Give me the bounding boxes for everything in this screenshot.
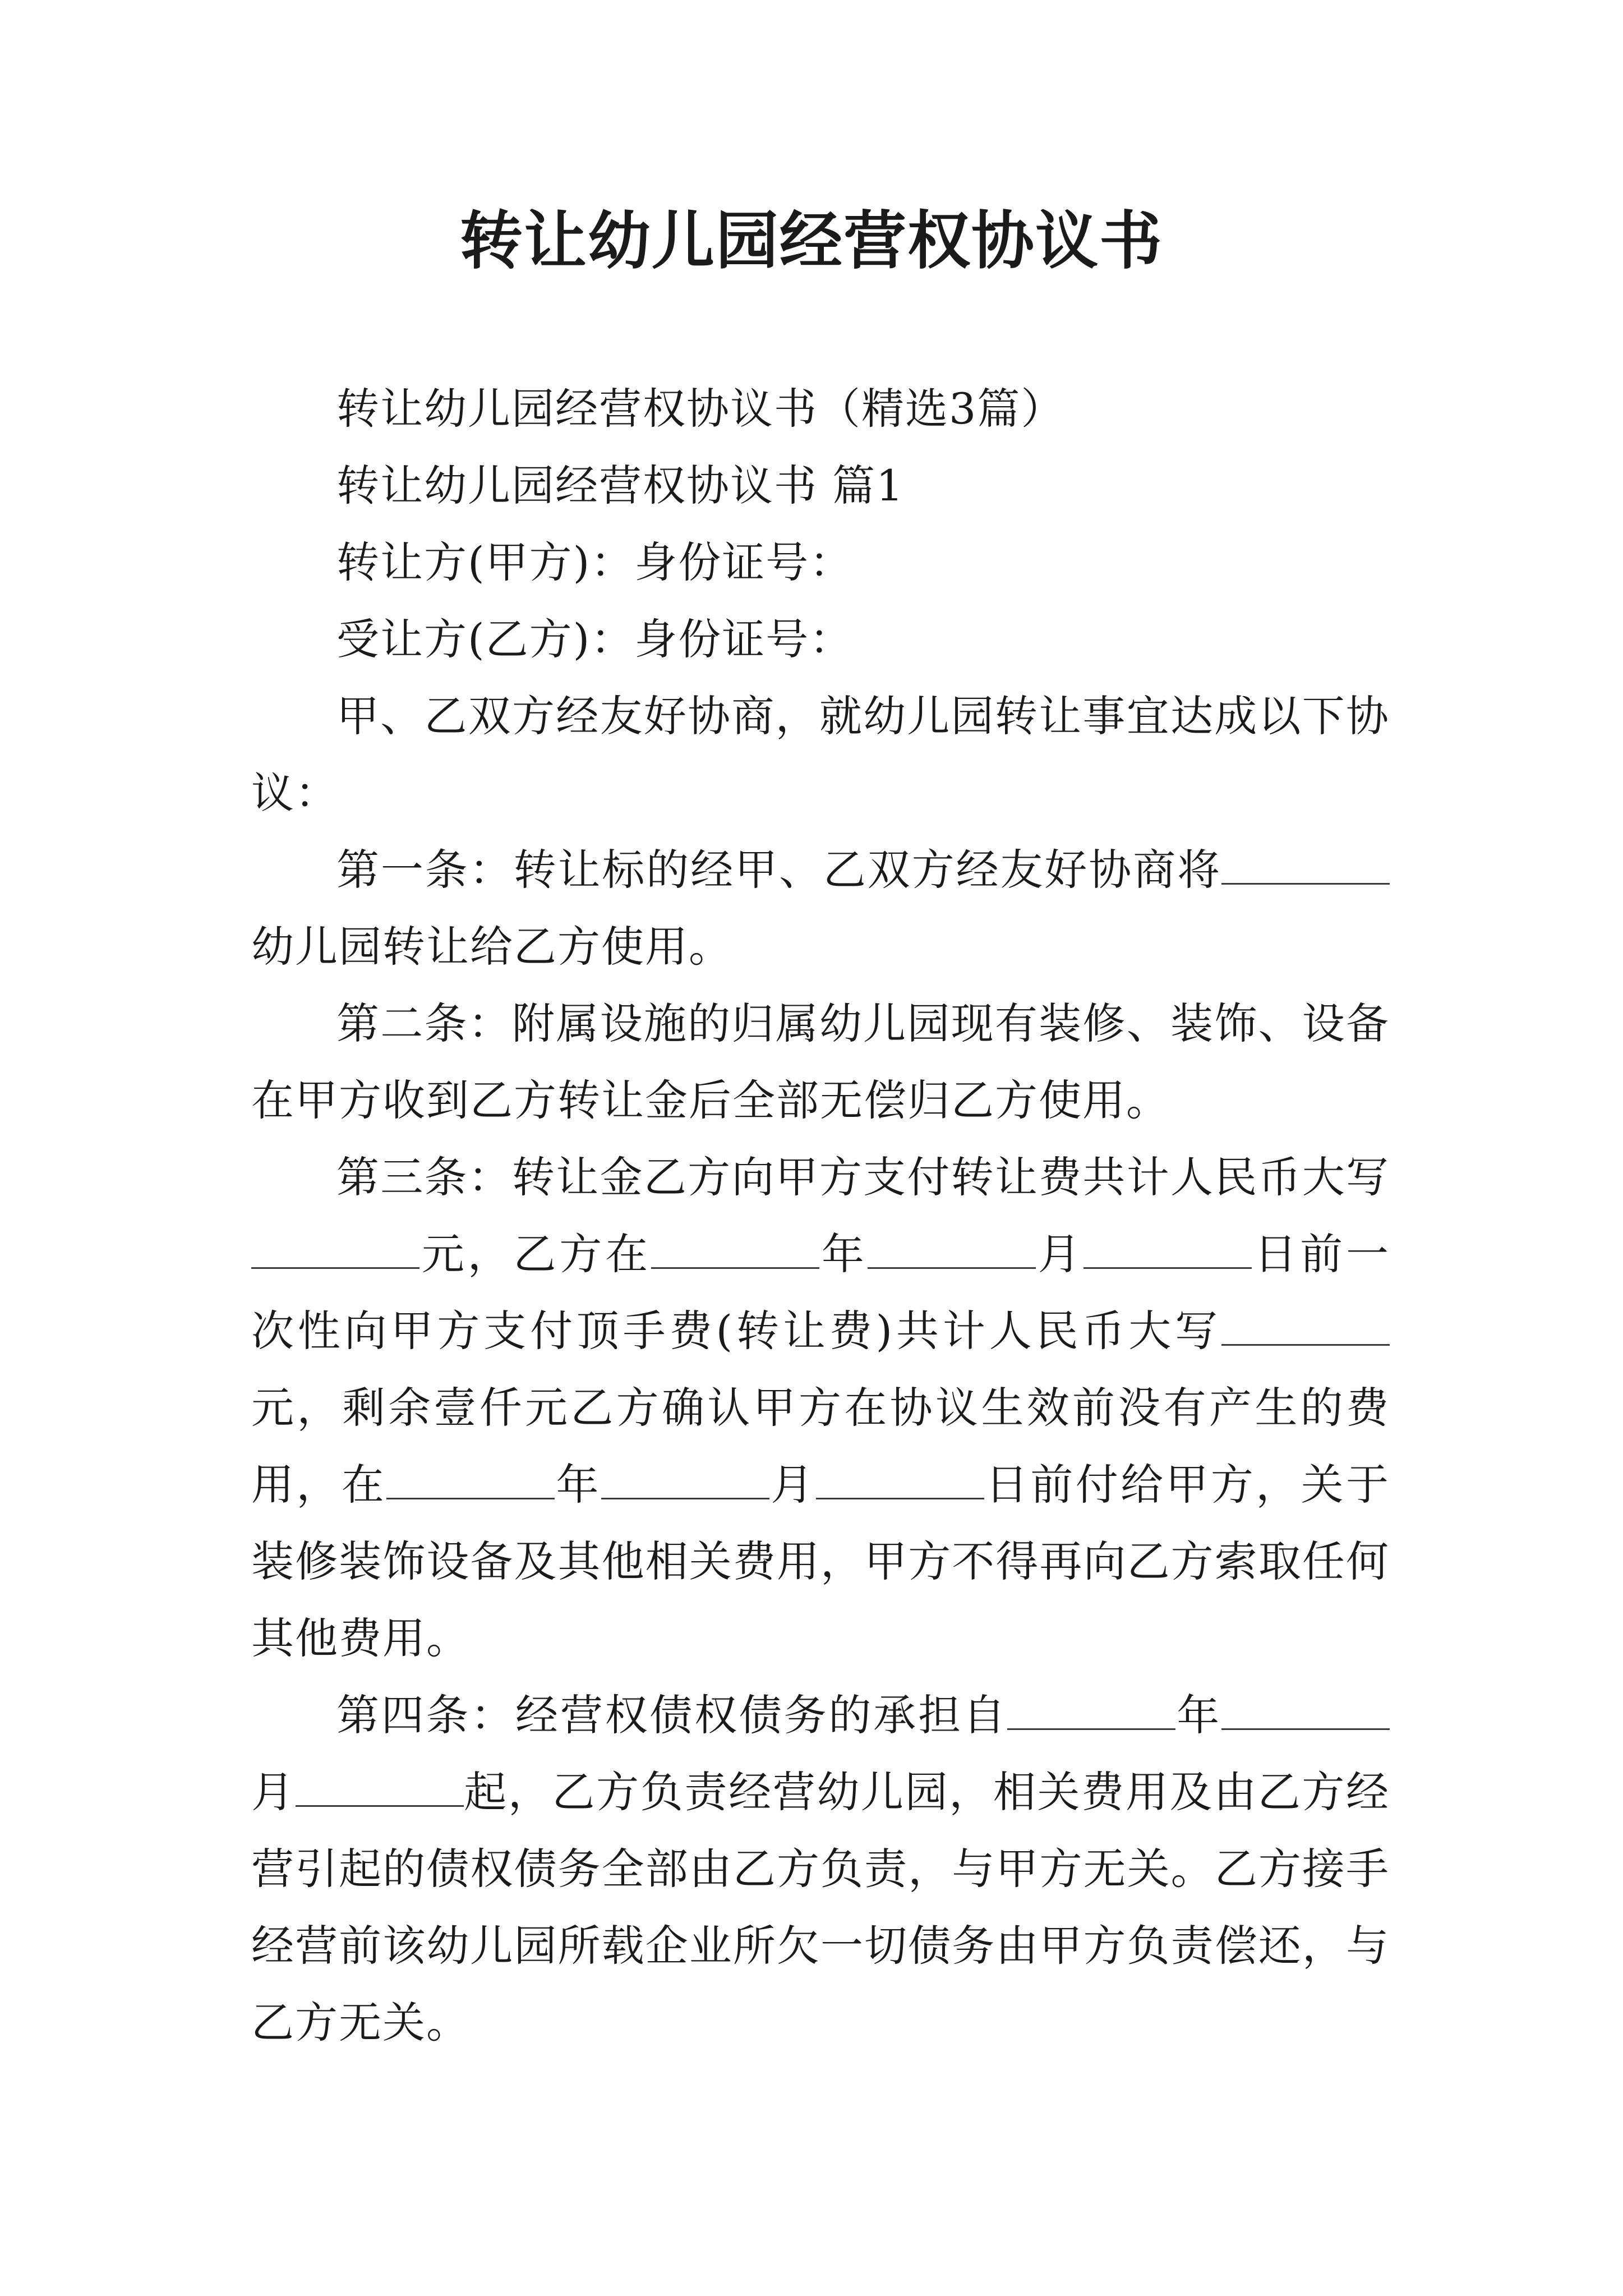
party-b-text: 受让方(乙方)：身份证号：: [336, 614, 854, 664]
party-b-paragraph: [251, 601, 1390, 678]
balance-year-blank: [386, 1458, 555, 1499]
kindergarten-name-blank: [1221, 844, 1390, 885]
subtitle-text: 转让幼儿园经营权协议书（精选3篇）: [336, 384, 1065, 434]
document-title: 转让幼儿园经营权协议书: [460, 204, 1163, 278]
article-4-text-c: 月: [251, 1767, 296, 1817]
section-heading-paragraph: [251, 447, 1390, 524]
start-month-blank: [1221, 1689, 1390, 1730]
intro-paragraph: [251, 678, 1390, 831]
article-3-text-h: 月: [769, 1460, 816, 1510]
balance-month-blank: [601, 1458, 769, 1499]
article-3-text-b: 元，乙方在: [419, 1229, 652, 1279]
start-year-blank: [1007, 1689, 1175, 1730]
article-1-text-a: 第一条：转让标的经甲、乙双方经友好协商将: [336, 845, 1221, 895]
transfer-fee-blank: [1221, 1305, 1390, 1346]
article-1-text-b: 幼儿园转让给乙方使用。: [251, 922, 732, 972]
article-3-text-a: 第三条：转让金乙方向甲方支付转让费共计人民币大写: [336, 1152, 1390, 1202]
article-4-paragraph: [251, 1677, 1390, 2061]
document-body: [251, 370, 1390, 2061]
subtitle-paragraph: [251, 370, 1390, 447]
article-4-text-d: 起，乙方负责经营幼儿园，相关费用及由乙方经营引起的债权债务全部由乙方负责，与甲方无关。乙方接手经营前该幼儿园所载企业所欠一切债务由甲方负责偿还，与乙方无关。: [251, 1767, 1390, 2047]
transfer-amount-blank: [251, 1228, 419, 1269]
article-3-text-i: 日前付给甲方，关于装修装饰设备及其他相关费用，甲方不得再向乙方索取任何其他费用。: [251, 1460, 1390, 1663]
article-1-paragraph: [251, 831, 1390, 985]
intro-text: 甲、乙双方经友好协商，就幼儿园转让事宜达成以下协议：: [251, 691, 1390, 818]
start-day-blank: [296, 1766, 464, 1807]
article-3-text-f: 元，剩余壹仟元乙方确认甲方在协议生效前没有产生的费用，在: [251, 1383, 1390, 1510]
payment-day-blank: [1083, 1228, 1252, 1269]
article-2-text: 第二条：附属设施的归属幼儿园现有装修、装饰、设备在甲方收到乙方转让金后全部无偿归乙方使用。: [251, 999, 1390, 1125]
article-3-text-e: 日前一次性向甲方支付顶手费(转让费)共计人民币大写: [251, 1229, 1390, 1356]
article-3-text-c: 年: [819, 1229, 868, 1279]
payment-year-blank: [651, 1228, 819, 1269]
article-3-text-d: 月: [1035, 1229, 1084, 1279]
article-3-paragraph: [251, 1139, 1390, 1677]
article-4-text-b: 年: [1175, 1690, 1222, 1740]
party-a-text: 转让方(甲方)：身份证号：: [336, 537, 854, 587]
balance-day-blank: [816, 1458, 984, 1499]
article-2-paragraph: [251, 985, 1390, 1139]
article-3-text-g: 年: [555, 1460, 601, 1510]
section-heading-text: 转让幼儿园经营权协议书 篇1: [336, 461, 905, 510]
party-a-paragraph: [251, 524, 1390, 601]
payment-month-blank: [868, 1228, 1036, 1269]
article-4-text-a: 第四条：经营权债权债务的承担自: [336, 1690, 1008, 1740]
